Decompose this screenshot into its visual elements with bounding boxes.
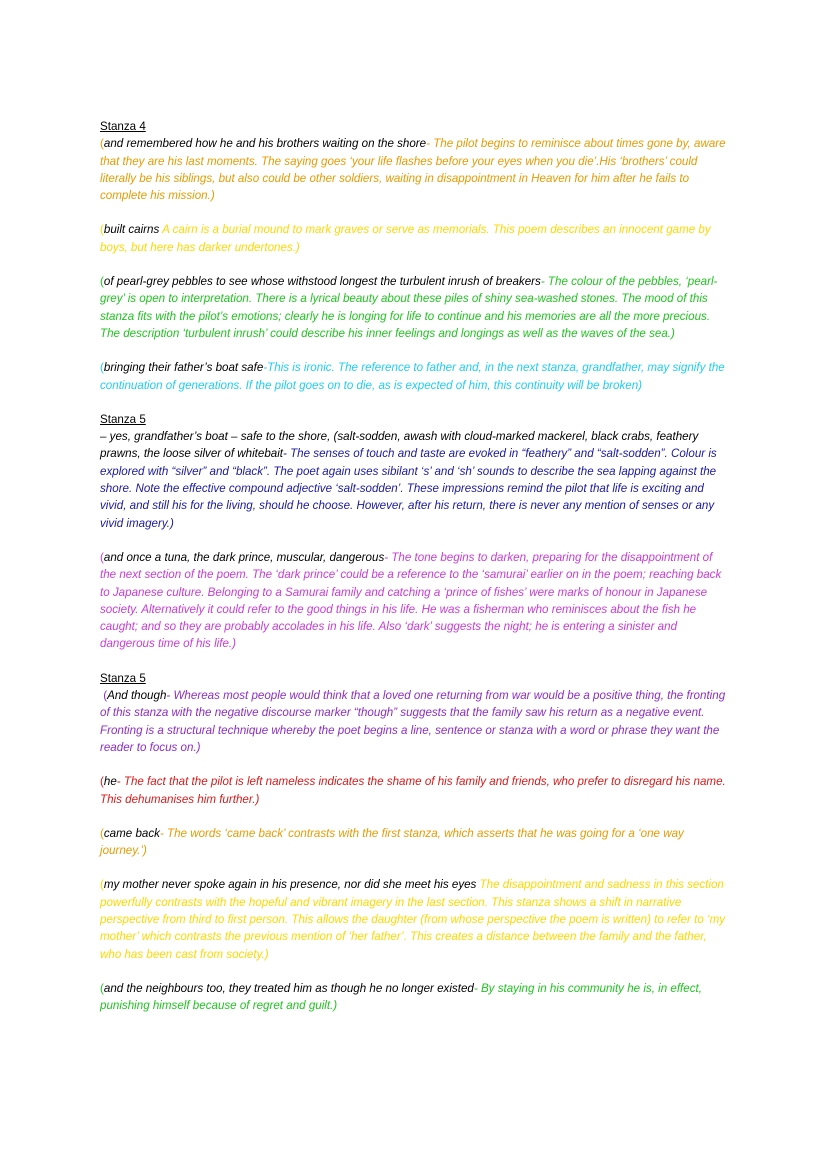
annotation-note: - The tone begins to darken, preparing for the disappointment of the next section of the poem. The ‘dark prince’ could be a reference to the ‘samurai’ earlier on in the poem; reaching back to Japanese culture. Belonging to a Samurai family and catching a ‘prince of fishes’ were marks of honour in Japanese society. Alternatively it could refer to the good things in his life. He was a fisherman who reminisces about the fish he caught; and so they are probably accolades in his life. Also ‘dark’ suggests the night; he is entering a sinister and dangerous time of his life.) [100, 550, 722, 651]
open-paren: ( [100, 275, 104, 289]
annotation-note: - The senses of touch and taste are evoked in “feathery” and “salt-sodden”. Colour is explored with “silver” and “black”. The poet again uses sibilant ‘s’ and ‘sh’ sounds to describe the sea lapping against the shore. Note the effective compound adjective ‘salt-sodden’. These impressions remind the pilot that life is exciting and vivid, and still his for the living, should he choose. However, after his return, there is never any mention of senses or any vivid imagery.) [100, 447, 717, 530]
poem-quote: bringing their father’s boat safe [103, 361, 264, 375]
poem-quote: and once a tuna, the dark prince, muscular, dangerous [103, 550, 385, 564]
annotation-note: - The pilot begins to reminisce about times gone by, aware that they are his last moments. The saying goes ‘your life flashes before your eyes when you die’.His ‘brothers’ could literally be his siblings, but also could be other soldiers, waiting in disappointment in Heaven for him after he fails to complete his mission.) [100, 137, 726, 203]
open-paren: ( [100, 878, 104, 892]
poem-quote: came back [103, 826, 160, 840]
document-body [100, 118, 730, 1014]
poem-quote: – yes, grandfather’s boat – safe to the shore, (salt-sodden, awash with cloud-marked mackerel, black crabs, feathery prawns, the loose silver of whitebait [100, 430, 699, 461]
annotation-paragraph [100, 773, 730, 808]
poem-quote: of pearl-grey pebbles to see whose withstood longest the turbulent inrush of breakers [103, 275, 541, 289]
poem-quote: built cairns [103, 223, 160, 237]
annotation-note: The disappointment and sadness in this section powerfully contrasts with the hopeful and vibrant imagery in the last section. This stanza shows a shift in narrative perspective from third to first person. This allows the daughter (from whose perspective the poem is written) to refer to ‘my mother’ which contrasts the previous mention of ‘her father’. This creates a distance between the family and the father, who has been cast from society.) [100, 878, 726, 961]
annotation-paragraph [100, 825, 730, 860]
poem-quote: my mother never spoke again in his presence, nor did she meet his eyes [103, 878, 477, 892]
open-paren: ( [100, 137, 104, 151]
annotation-paragraph [100, 428, 730, 532]
open-paren: ( [100, 689, 108, 703]
open-paren: ( [100, 550, 104, 564]
annotation-note: - The fact that the pilot is left nameless indicates the shame of his family and friends, who prefer to disregard his name. This dehumanises him further.) [100, 775, 726, 806]
annotation-paragraph [100, 876, 730, 962]
annotation-paragraph [100, 549, 730, 653]
annotation-note: A cairn is a burial mound to mark graves or serve as memorials. This poem describes an innocent game by boys, but here has darker undertones.) [100, 223, 711, 254]
open-paren: ( [100, 775, 104, 789]
stanza-heading: Stanza 5 [100, 412, 146, 426]
annotation-note: - The colour of the pebbles, ‘pearl-grey’ is open to interpretation. There is a lyrical beauty about these piles of shiny sea-washed stones. The mood of this stanza fits with the pilot’s emotions; clearly he is longing for life to continue and his memories are all the more precious. The description ‘turbulent inrush’ could describe his inner feelings and longings as well as the waves of the sea.) [100, 275, 718, 340]
annotation-paragraph [100, 273, 730, 342]
annotation-paragraph [100, 980, 730, 1015]
annotation-note: - Whereas most people would think that a loved one returning from war would be a positive thing, the fronting of this stanza with the negative discourse marker “though” suggests that the family saw his return as a negative event. Fronting is a structural technique whereby the poet begins a line, sentence or stanza with a word or phrase they want the reader to focus on.) [100, 689, 726, 754]
annotation-note: -This is ironic. The reference to father and, in the next stanza, grandfather, may signify the continuation of generations. If the pilot goes on to die, as is expected of him, this continuity will be broken) [100, 361, 725, 392]
poem-quote: And though [107, 689, 167, 703]
annotation-paragraph [100, 221, 730, 256]
annotation-note: - By staying in his community he is, in effect, punishing himself because of regret and guilt.) [100, 981, 702, 1013]
open-paren: ( [100, 223, 104, 237]
stanza-heading: Stanza 5 [100, 671, 146, 685]
annotation-paragraph [100, 687, 730, 756]
open-paren: ( [100, 361, 104, 375]
annotation-paragraph [100, 135, 730, 204]
poem-quote: and the neighbours too, they treated him as though he no longer existed [103, 981, 474, 995]
poem-quote: and remembered how he and his brothers waiting on the shore [103, 137, 427, 151]
stanza-heading: Stanza 4 [100, 120, 146, 133]
open-paren: ( [100, 826, 104, 840]
open-paren: ( [100, 981, 104, 995]
annotation-paragraph [100, 359, 730, 394]
annotation-note: - The words ‘came back’ contrasts with the first stanza, which asserts that he was going for a ‘one way journey.’) [100, 826, 684, 858]
poem-quote: he [103, 775, 117, 789]
